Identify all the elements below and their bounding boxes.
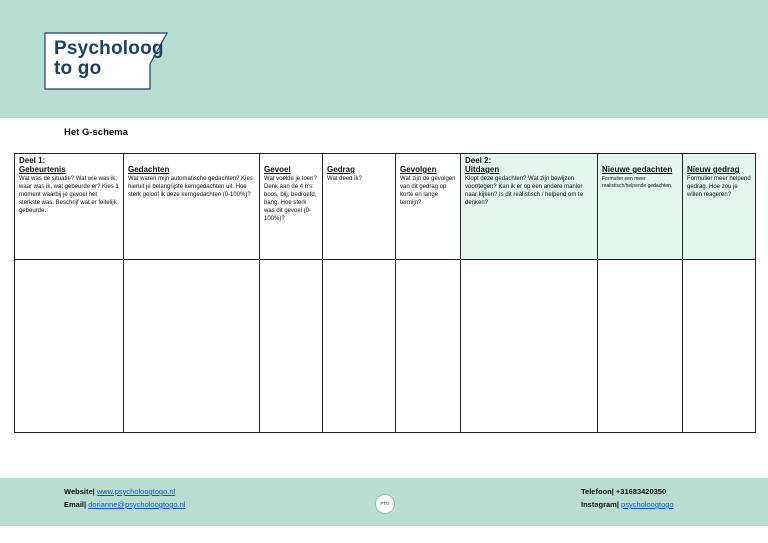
psycholoog-to-go-logo[interactable] — [44, 32, 168, 90]
column-title: Uitdagen — [465, 165, 500, 174]
column-gebeurtenis — [15, 154, 124, 260]
part-label — [602, 156, 678, 165]
instagram-link[interactable]: psycholoogtogo — [621, 500, 674, 509]
entry-cell-gevoel[interactable] — [260, 260, 323, 433]
header-band — [0, 0, 768, 118]
column-title: Nieuw gedrag — [687, 165, 740, 174]
logo-text-line2: to go — [54, 58, 102, 79]
part-label — [400, 156, 456, 165]
header-row — [15, 154, 756, 260]
email-link[interactable]: dorianne@psycholoogtogo.nl — [88, 500, 186, 509]
column-gevoel — [260, 154, 323, 260]
column-description: Klopt deze gedachten? Wat zijn bewijzen voor/tegen? Kan ik er op een andere manier naar kijken? Is dit realistisch / helpend om te denken? — [465, 176, 584, 206]
column-description: Formulier meer helpend gedrag. Hoe zou je willen reageren? — [687, 176, 751, 198]
website-link[interactable]: www.psycholoogtogo.nl — [96, 487, 176, 496]
column-title: Gedachten — [128, 165, 170, 174]
column-description: Formulier een meer realistisch/helpende gedachten. — [602, 176, 673, 189]
column-title: Gedrag — [327, 165, 356, 174]
logo-text-line1: Psycholoog — [54, 38, 164, 59]
column-description: Wat deed ik? — [327, 176, 362, 182]
entry-cell-gevolgen[interactable] — [396, 260, 461, 433]
email-label: Email| — [64, 500, 87, 509]
column-nieuwe-gedachten — [598, 154, 683, 260]
column-title: Nieuwe gedachten — [602, 165, 673, 174]
column-gedrag — [323, 154, 396, 260]
entry-cell-nieuw-gedrag[interactable] — [683, 260, 756, 433]
footer-email — [64, 500, 185, 509]
column-title: Gevolgen — [400, 165, 437, 174]
entry-cell-uitdagen[interactable] — [461, 260, 598, 433]
part-label: Deel 2: — [465, 156, 492, 165]
footer-phone — [581, 487, 666, 496]
column-gedachten — [124, 154, 260, 260]
column-description: Wat was de situatie? Wat wie was ik, waar was ik, wat gebeurde er? Kies 1 moment waarbij je gevoel het sterkste was. Beschrijf wat er feitelijk gebeurde. — [19, 176, 119, 214]
entry-cell-gedrag[interactable] — [323, 260, 396, 433]
entry-cell-gebeurtenis[interactable] — [15, 260, 124, 433]
ptg-badge-icon: PTG — [375, 494, 395, 514]
part-label — [128, 156, 255, 165]
g-schema-table — [14, 153, 756, 433]
column-description: Wat waren mijn automatische gedachten? Kies hieruit je belangrijste kerngedachten uit. Hoe sterk geloof ik deze kerngedachten (0-100%)? — [128, 176, 253, 198]
part-label — [327, 156, 391, 165]
entry-row — [15, 260, 756, 433]
phone-value: +31683420350 — [615, 487, 667, 496]
footer-website — [64, 487, 175, 496]
part-label — [264, 156, 318, 165]
part-label — [687, 156, 751, 165]
instagram-label: Instagram| — [581, 500, 619, 509]
entry-cell-gedachten[interactable] — [124, 260, 260, 433]
column-description: Wat voelde je toen? Denk aan de 4 b's: boos, blij, bedroefd, bang. Hoe sterk was dit gevoel (0-100%)? — [264, 176, 317, 222]
part-label: Deel 1: — [19, 156, 46, 165]
column-gevolgen — [396, 154, 461, 260]
document-title: Het G-schema — [64, 127, 128, 138]
column-uitdagen — [461, 154, 598, 260]
column-description: Wat zijn de gevolgen van dit gedrag op korte en lange termijn? — [400, 176, 456, 206]
entry-cell-nieuwe-gedachten[interactable] — [598, 260, 683, 433]
column-title: Gevoel — [264, 165, 291, 174]
column-nieuw-gedrag — [683, 154, 756, 260]
column-title: Gebeurtenis — [19, 165, 66, 174]
phone-label: Telefoon| — [581, 487, 614, 496]
website-label: Website| — [64, 487, 95, 496]
footer-instagram — [581, 500, 674, 509]
